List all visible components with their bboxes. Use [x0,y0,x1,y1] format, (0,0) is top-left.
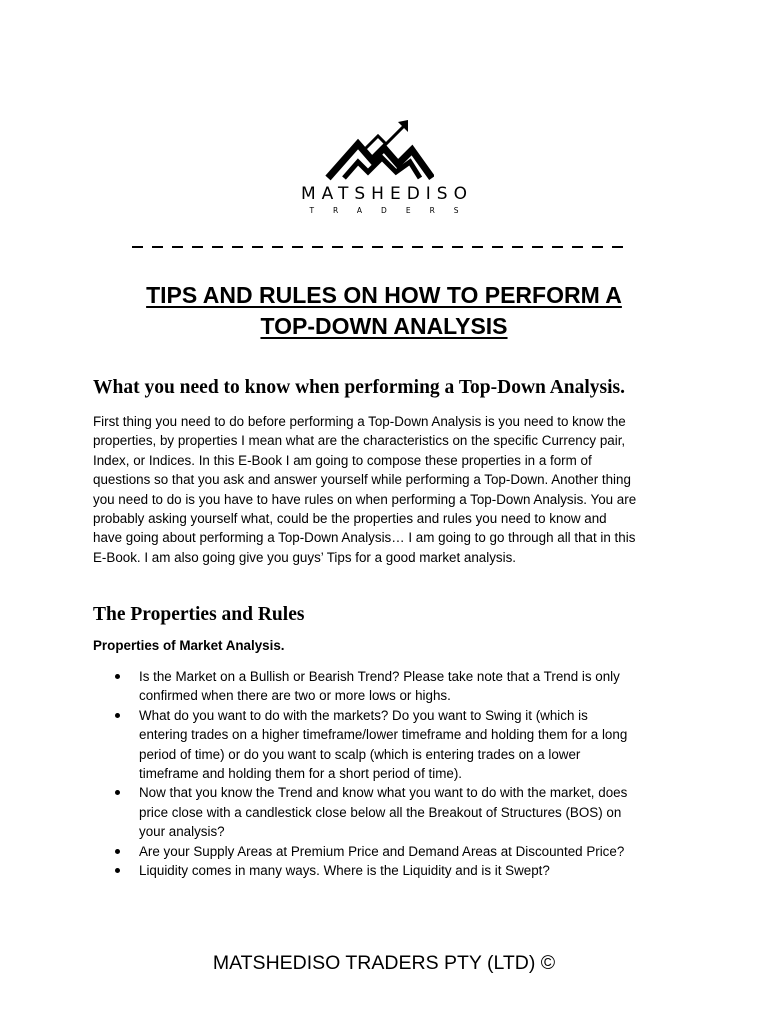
list-item [93,861,693,880]
section-heading-properties-rules: The Properties and Rules [93,604,305,625]
document-title [0,280,768,342]
list-item-line: entering trades on a higher timeframe/lower timeframe and holding them for a long [139,727,628,743]
list-item-line: Liquidity comes in many ways. Where is the Liquidity and is it Swept? [139,863,550,879]
bullet-icon [115,868,120,873]
paragraph-line: properties, by properties I mean what are the characteristics on the specific Currency pair, [93,433,626,449]
list-item [93,667,693,706]
subheading-properties: Properties of Market Analysis. [93,638,285,653]
paragraph-line: probably asking yourself what, could be the properties and rules you need to know and [93,511,607,527]
brand-subtitle: TRADERS [309,206,478,215]
bullet-icon [115,674,120,679]
paragraph-line: questions so that you ask and answer yourself while performing a Top-Down. Another thing [93,472,631,488]
list-item-line: Now that you know the Trend and know what you want to do with the market, does [139,785,628,801]
paragraph-line: Index, or Indices. In this E-Book I am going to compose these properties in a form of [93,452,592,468]
list-item-line: price close with a candlestick close below all the Breakout of Structures (BOS) on [139,804,622,820]
list-item [93,842,693,861]
intro-paragraph [93,412,683,567]
properties-bullet-list [93,667,693,880]
document-title-line-2: TOP-DOWN ANALYSIS [260,313,508,339]
brand-name: MATSHEDISO [301,184,473,204]
bullet-icon [115,713,120,718]
paragraph-line: you need to do is you have to have rules on when performing a Top-Down Analysis. You are [93,491,637,507]
list-item-line: confirmed when there are two or more lows or highs. [139,688,451,704]
list-item-line: Are your Supply Areas at Premium Price and Demand Areas at Discounted Price? [139,843,625,859]
list-item-line: What do you want to do with the markets? Do you want to Swing it (which is [139,707,588,723]
list-item [93,706,693,784]
section-heading-need-to-know: What you need to know when performing a Top-Down Analysis. [93,377,626,398]
paragraph-line: First thing you need to do before performing a Top-Down Analysis is you need to know the [93,414,626,429]
list-item-line: Is the Market on a Bullish or Bearish Trend? Please take note that a Trend is only [139,669,620,684]
list-item-line: your analysis? [139,824,225,840]
dashed-divider [132,238,632,254]
bullet-icon [115,790,120,795]
list-item-line: period of time) or do you want to scalp (which is entering trades on a lower [139,746,581,762]
list-item-line: timeframe and holding them for a short period of time). [139,766,463,782]
paragraph-line: have going about performing a Top-Down Analysis… I am going to go through all that in this [93,530,636,546]
mountain-arrow-logo-icon [324,120,434,182]
list-item [93,783,693,841]
footer-copyright: MATSHEDISO TRADERS PTY (LTD) © [212,952,556,974]
logo [0,120,768,218]
bullet-icon [115,849,120,854]
paragraph-line: E-Book. I am also going give you guys’ Tips for a good market analysis. [93,549,517,565]
document-title-line-1: TIPS AND RULES ON HOW TO PERFORM A [146,282,622,308]
